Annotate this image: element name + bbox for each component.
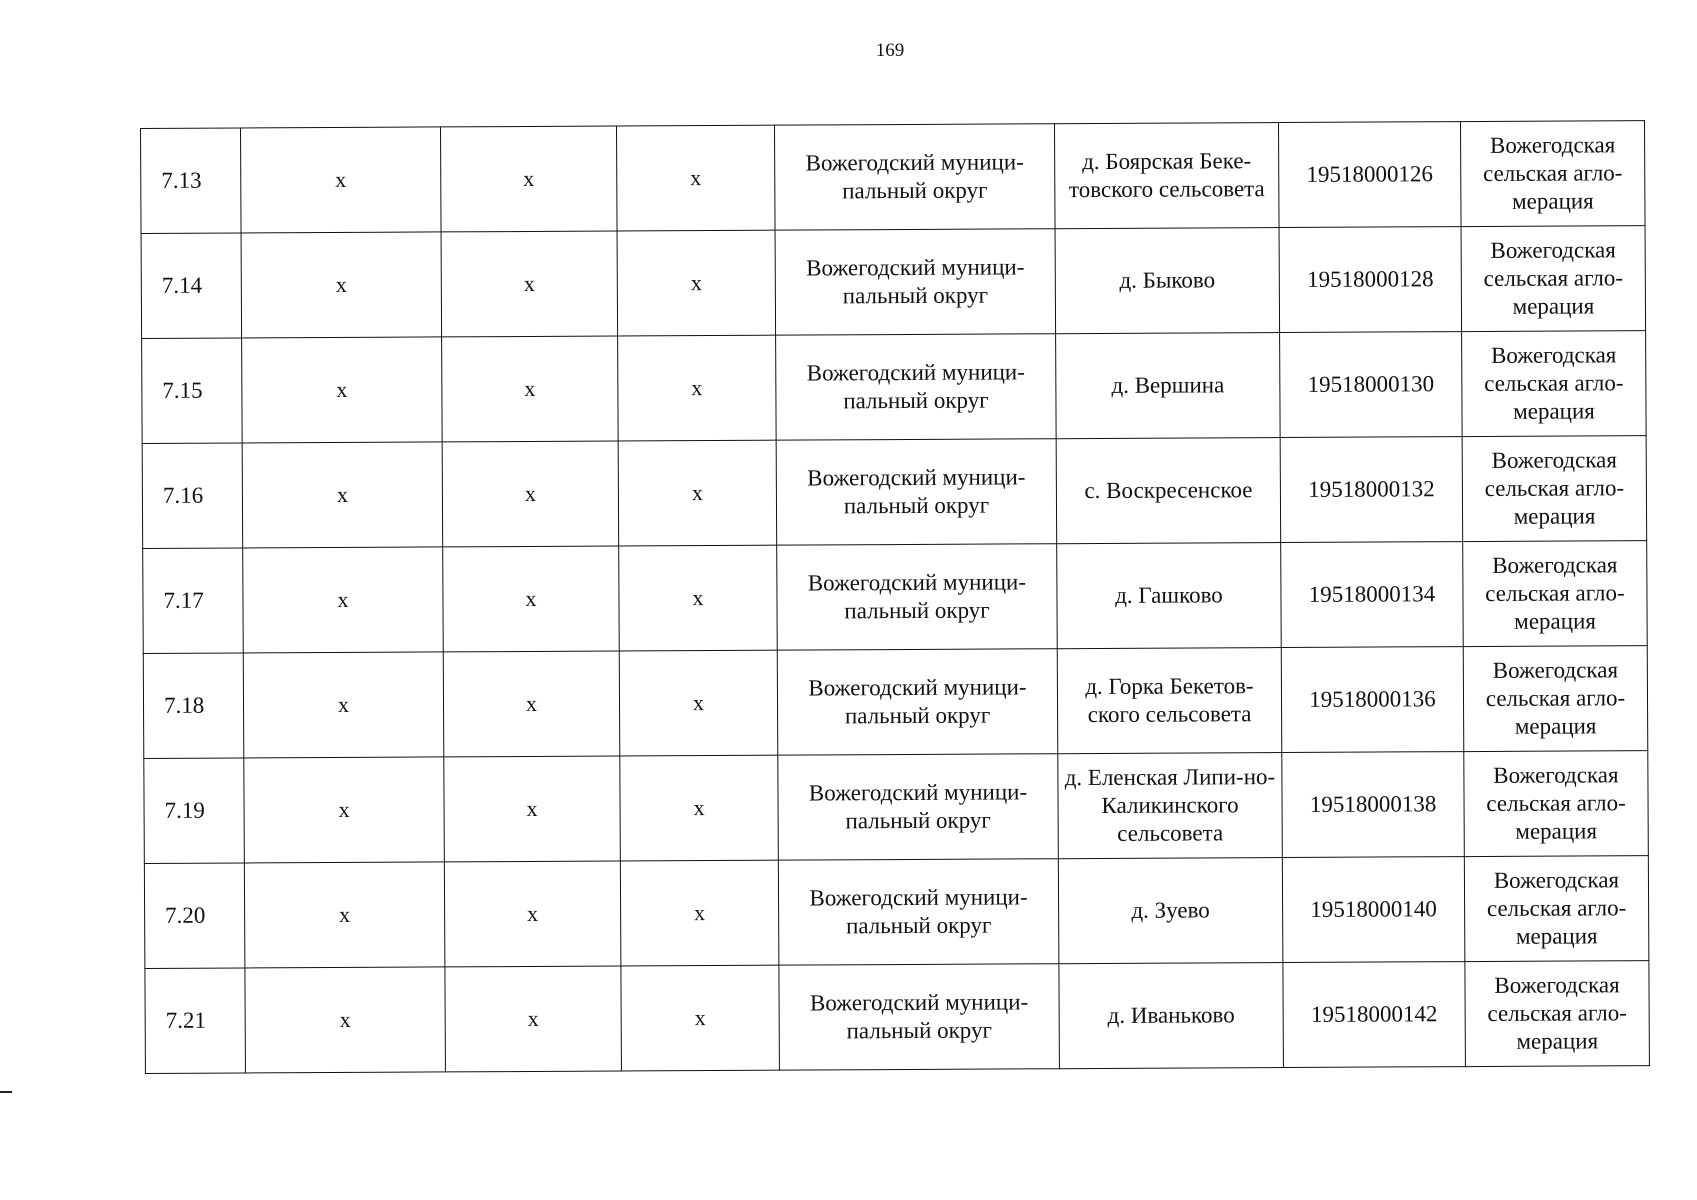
x-cell: x [441, 231, 618, 337]
page-number: 169 [875, 40, 905, 61]
code-cell: 19518000128 [1279, 227, 1462, 333]
settlement-cell: д. Зуево [1058, 858, 1283, 964]
x-cell: x [442, 336, 619, 442]
table-row [141, 226, 1646, 339]
x-cell: x [621, 965, 780, 1071]
x-cell: x [243, 547, 444, 653]
district-cell: Вожегодский муници-пальный округ [774, 124, 1055, 230]
row-number: 7.19 [144, 758, 245, 864]
x-cell: x [618, 440, 777, 546]
code-cell: 19518000138 [1282, 752, 1465, 858]
settlements-table-container [140, 120, 1649, 1074]
x-cell: x [242, 442, 443, 548]
code-cell: 19518000136 [1281, 647, 1464, 753]
x-cell: x [445, 966, 622, 1072]
district-cell: Вожегодский муници-пальный округ [776, 439, 1057, 545]
table-row [145, 961, 1650, 1074]
district-cell: Вожегодский муници-пальный округ [778, 754, 1059, 860]
x-cell: x [442, 441, 619, 547]
agglomeration-cell: Вожегодская сельская агло-мерация [1464, 856, 1649, 962]
x-cell: x [619, 650, 778, 756]
table-row [144, 856, 1649, 969]
agglomeration-cell: Вожегодская сельская агло-мерация [1464, 751, 1649, 857]
x-cell: x [443, 546, 620, 652]
agglomeration-cell: Вожегодская сельская агло-мерация [1460, 121, 1645, 227]
x-cell: x [440, 126, 617, 232]
settlement-cell: д. Еленская Липи-но-Каликинского сельсовета [1058, 753, 1283, 859]
district-cell: Вожегодский муници-пальный округ [775, 229, 1056, 335]
x-cell: x [620, 755, 779, 861]
settlement-cell: с. Воскресенское [1056, 438, 1281, 544]
row-number: 7.16 [142, 443, 243, 549]
settlement-cell: д. Быково [1055, 228, 1280, 334]
district-cell: Вожегодский муници-пальный округ [777, 544, 1058, 650]
x-cell: x [618, 335, 777, 441]
code-cell: 19518000126 [1278, 122, 1461, 228]
agglomeration-cell: Вожегодская сельская агло-мерация [1463, 646, 1648, 752]
district-cell: Вожегодский муници-пальный округ [777, 649, 1058, 755]
code-cell: 19518000142 [1283, 962, 1466, 1068]
row-number: 7.17 [143, 548, 244, 654]
code-cell: 19518000134 [1281, 542, 1464, 648]
margin-mark [0, 1091, 12, 1093]
code-cell: 19518000130 [1280, 332, 1463, 438]
x-cell: x [617, 230, 776, 336]
settlement-cell: д. Вершина [1056, 333, 1281, 439]
row-number: 7.14 [141, 233, 242, 339]
table-row [143, 541, 1648, 654]
x-cell: x [444, 756, 621, 862]
district-cell: Вожегодский муници-пальный округ [776, 334, 1057, 440]
settlement-cell: д. Гашково [1057, 543, 1282, 649]
table-row [143, 646, 1648, 759]
agglomeration-cell: Вожегодская сельская агло-мерация [1465, 961, 1650, 1067]
x-cell: x [242, 337, 443, 443]
agglomeration-cell: Вожегодская сельская агло-мерация [1463, 541, 1648, 647]
code-cell: 19518000132 [1280, 437, 1463, 543]
x-cell: x [444, 861, 621, 967]
row-number: 7.20 [144, 863, 245, 969]
settlements-table [140, 120, 1650, 1074]
x-cell: x [244, 862, 445, 968]
agglomeration-cell: Вожегодская сельская агло-мерация [1462, 436, 1647, 542]
agglomeration-cell: Вожегодская сельская агло-мерация [1462, 331, 1647, 437]
settlement-cell: д. Иваньково [1059, 963, 1284, 1069]
x-cell: x [620, 860, 779, 966]
code-cell: 19518000140 [1282, 857, 1465, 963]
agglomeration-cell: Вожегодская сельская агло-мерация [1461, 226, 1646, 332]
table-row [142, 331, 1647, 444]
table-row [141, 121, 1646, 234]
x-cell: x [616, 125, 775, 231]
row-number: 7.21 [145, 968, 246, 1074]
row-number: 7.18 [143, 653, 244, 759]
x-cell: x [619, 545, 778, 651]
settlement-cell: д. Горка Бекетов-ского сельсовета [1057, 648, 1282, 754]
row-number: 7.15 [142, 338, 243, 444]
table-row [144, 751, 1649, 864]
row-number: 7.13 [141, 128, 242, 234]
district-cell: Вожегодский муници-пальный округ [779, 964, 1060, 1070]
district-cell: Вожегодский муници-пальный округ [778, 859, 1059, 965]
x-cell: x [245, 967, 446, 1073]
x-cell: x [243, 652, 444, 758]
x-cell: x [241, 232, 442, 338]
table-row [142, 436, 1647, 549]
x-cell: x [443, 651, 620, 757]
table-body [141, 121, 1650, 1074]
x-cell: x [241, 127, 442, 233]
x-cell: x [244, 757, 445, 863]
settlement-cell: д. Боярская Беке-товского сельсовета [1054, 123, 1279, 229]
